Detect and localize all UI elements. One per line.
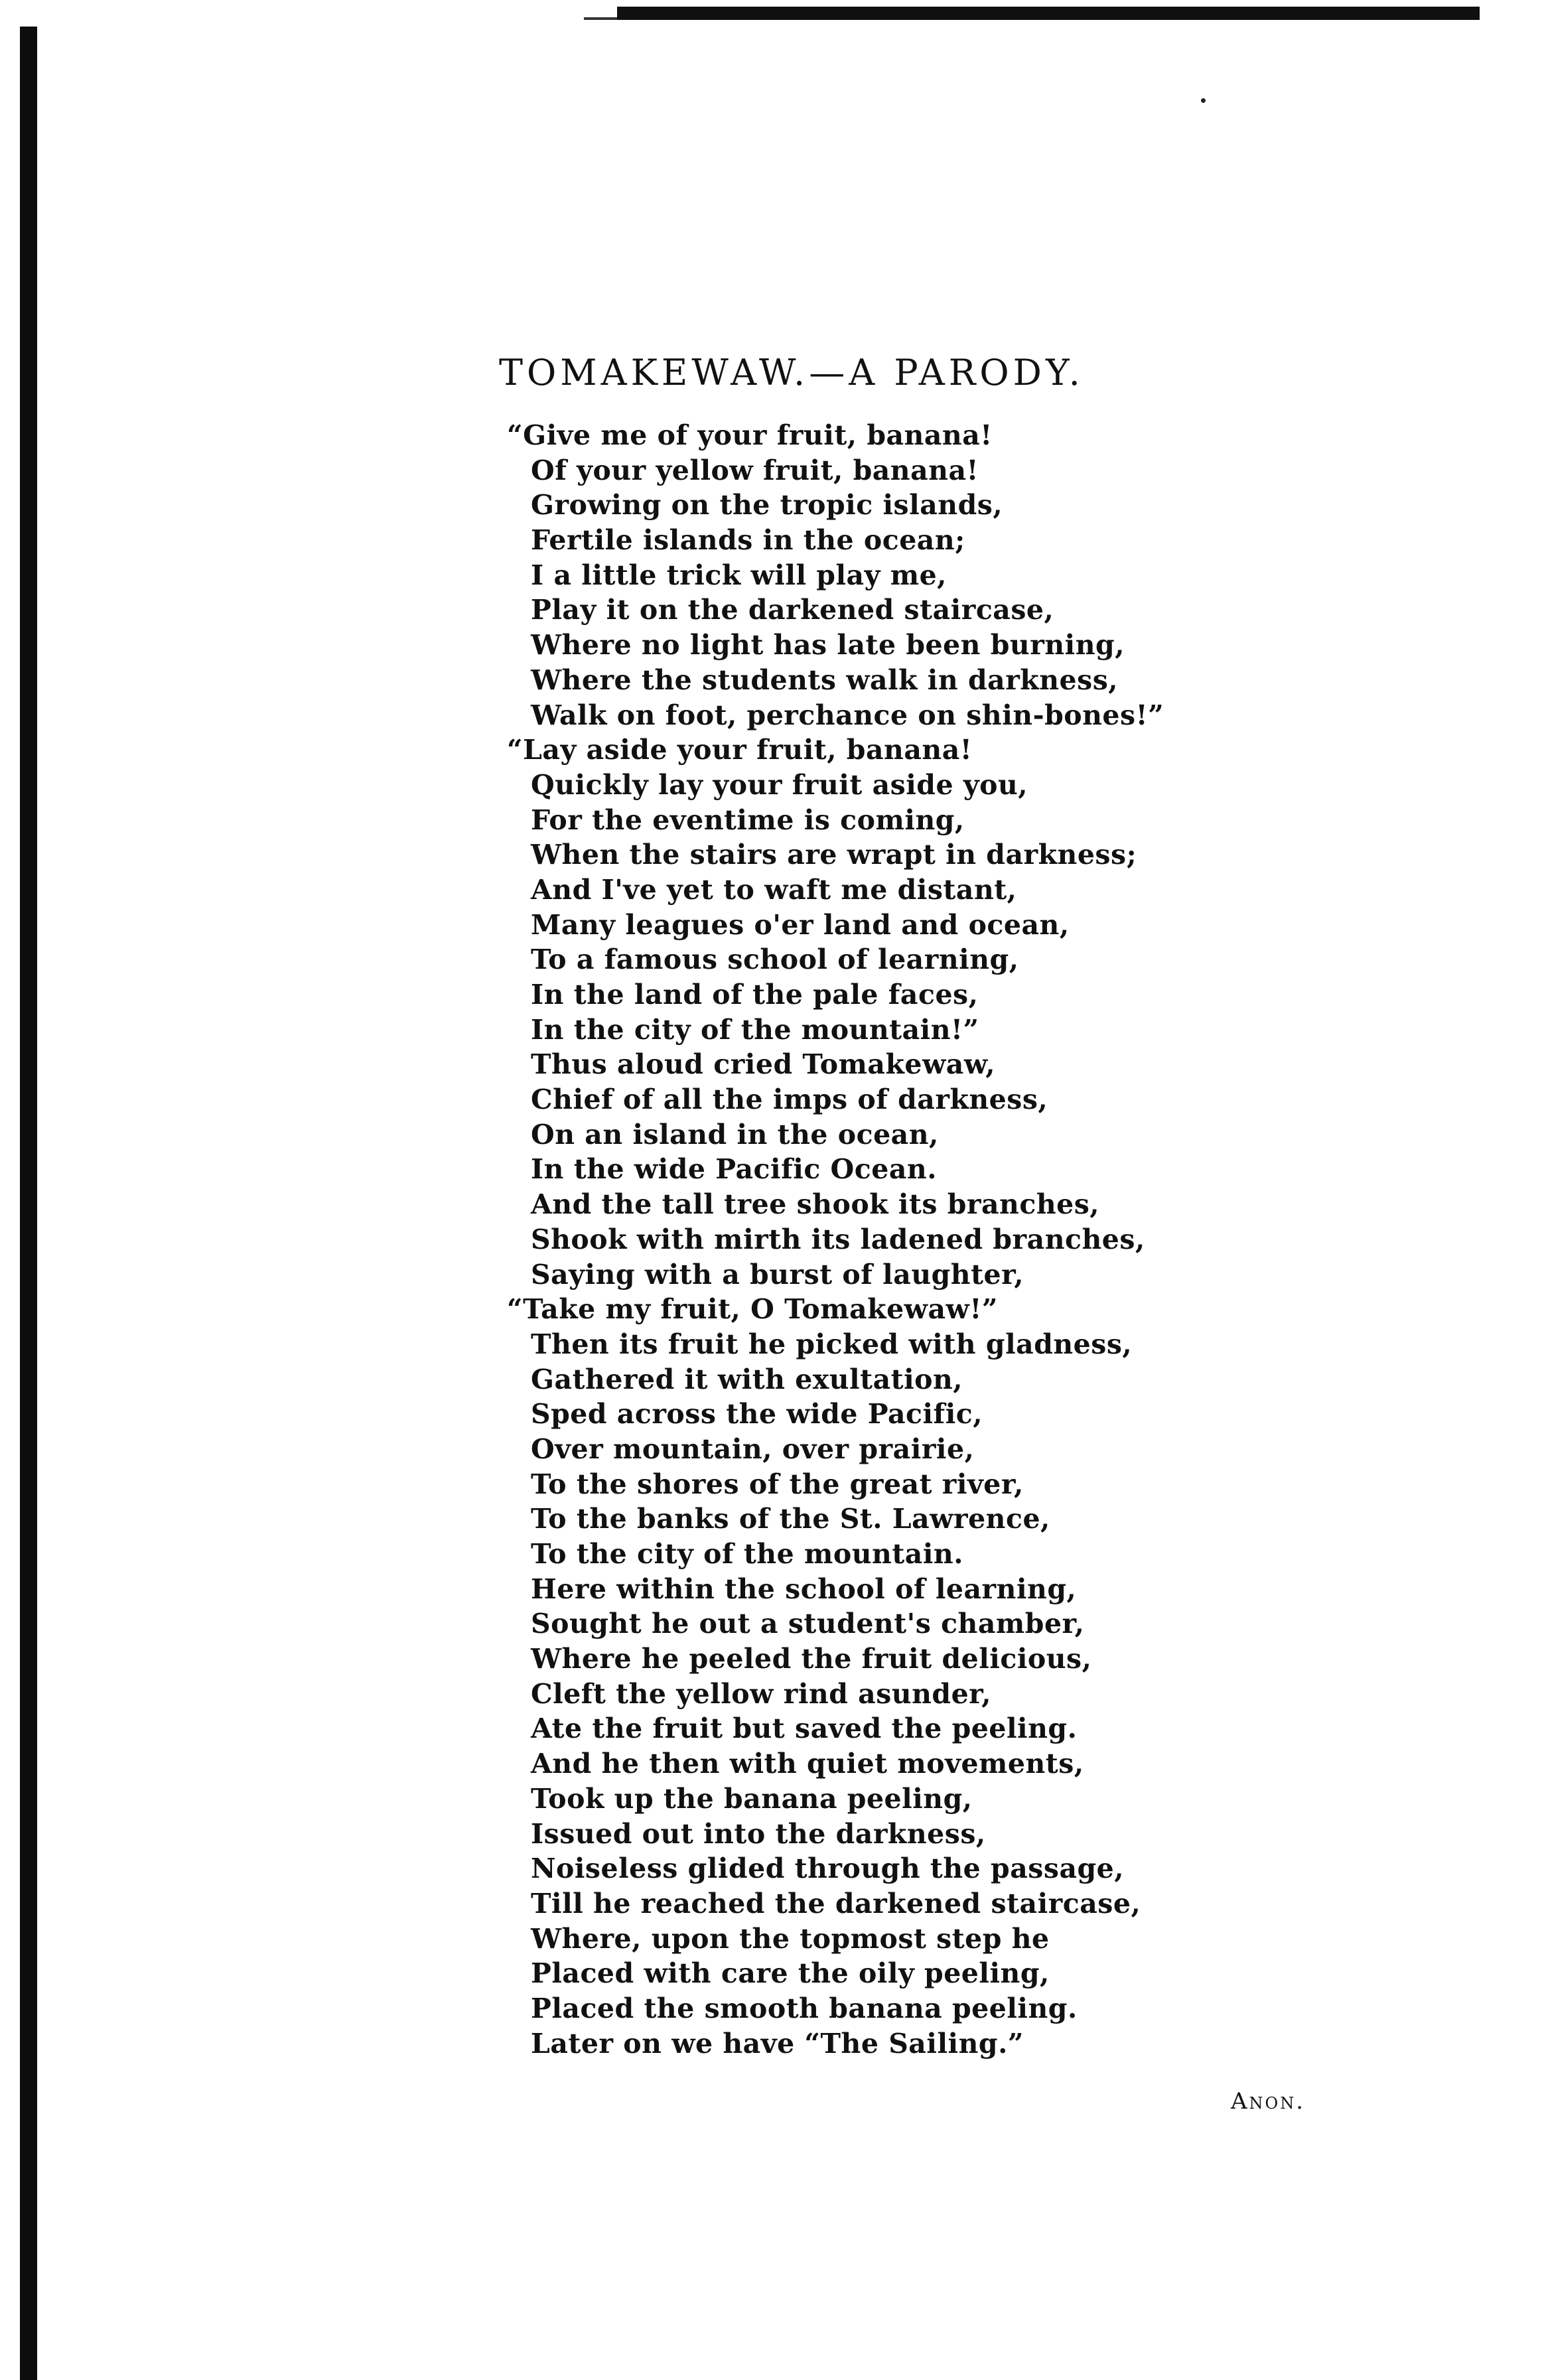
poem-line: Sped across the wide Pacific,	[531, 1398, 983, 1431]
poem-line: Many leagues o'er land and ocean,	[531, 908, 1070, 941]
poem-line: In the wide Pacific Ocean.	[531, 1153, 937, 1186]
scan-speck	[1201, 98, 1206, 103]
poem-line: Where the students walk in darkness,	[531, 664, 1119, 696]
poem-line: Fertile islands in the ocean;	[531, 524, 965, 557]
poem-line: Growing on the tropic islands,	[531, 489, 1003, 522]
poem-line: Gathered it with exultation,	[531, 1363, 963, 1395]
poem-line: Here within the school of learning,	[531, 1573, 1077, 1605]
poem-line: Placed with care the oily peeling,	[531, 1957, 1050, 1990]
scan-top-rule	[617, 7, 1480, 20]
poem-line: Thus aloud cried Tomakewaw,	[531, 1048, 996, 1081]
poem-line: Ate the fruit but saved the peeling.	[531, 1713, 1078, 1745]
poem-line: Over mountain, over prairie,	[531, 1433, 975, 1465]
poem-line: In the city of the mountain!”	[531, 1013, 979, 1046]
poem-line: Chief of all the imps of darkness,	[531, 1084, 1048, 1116]
poem-body	[507, 418, 1327, 2061]
poem-line: Saying with a burst of laughter,	[531, 1258, 1024, 1291]
poem-line: Noiseless glided through the passage,	[531, 1853, 1125, 1885]
poem-line: Quickly lay your fruit aside you,	[531, 768, 1028, 801]
poem-line: On an island in the ocean,	[531, 1118, 939, 1151]
poem-line: To a famous school of learning,	[531, 944, 1019, 976]
poem-line: To the banks of the St. Lawrence,	[531, 1503, 1050, 1535]
poem-line: Issued out into the darkness,	[531, 1817, 986, 1850]
poem-line: Took up the banana peeling,	[531, 1782, 973, 1815]
poem-title: TOMAKEWAW.—A PARODY.	[499, 352, 1084, 393]
poem-line: And he then with quiet movements,	[531, 1748, 1084, 1780]
poem-line: Placed the smooth banana peeling.	[531, 1992, 1078, 2024]
poem-line: Shook with mirth its ladened branches,	[531, 1223, 1145, 1255]
poem-line: “Lay aside your fruit, banana!	[507, 734, 973, 766]
poem-line: To the city of the mountain.	[531, 1538, 963, 1570]
poem-line: “Give me of your fruit, banana!	[507, 419, 993, 451]
poem-line: When the stairs are wrapt in darkness;	[531, 839, 1137, 871]
poem-line: In the land of the pale faces,	[531, 979, 979, 1011]
poem-line: “Take my fruit, O Tomakewaw!”	[507, 1293, 998, 1326]
poem-line: Then its fruit he picked with gladness,	[531, 1328, 1133, 1360]
poem-line: Sought he out a student's chamber,	[531, 1608, 1085, 1640]
poem-line: To the shores of the great river,	[531, 1468, 1024, 1500]
poem-line: For the eventime is coming,	[531, 804, 965, 836]
poem-line: Later on we have “The Sailing.”	[531, 2027, 1024, 2060]
poem-line: Where, upon the topmost step he	[531, 1922, 1050, 1955]
poem-line: Till he reached the darkened staircase,	[531, 1887, 1141, 1920]
poem-line: Where no light has late been burning,	[531, 629, 1125, 662]
poem-line: And the tall tree shook its branches,	[531, 1188, 1100, 1221]
poem-line: And I've yet to waft me distant,	[531, 873, 1017, 906]
poem-line: Play it on the darkened staircase,	[531, 594, 1054, 626]
poem-author: Anon.	[1231, 2088, 1306, 2115]
poem-line: I a little trick will play me,	[531, 559, 947, 591]
poem-line: Of your yellow fruit, banana!	[531, 454, 979, 486]
poem-line: Where he peeled the fruit delicious,	[531, 1643, 1092, 1675]
scan-left-edge	[20, 27, 37, 2380]
poem-line: Walk on foot, perchance on shin-bones!”	[531, 699, 1164, 731]
poem-line: Cleft the yellow rind asunder,	[531, 1677, 992, 1710]
